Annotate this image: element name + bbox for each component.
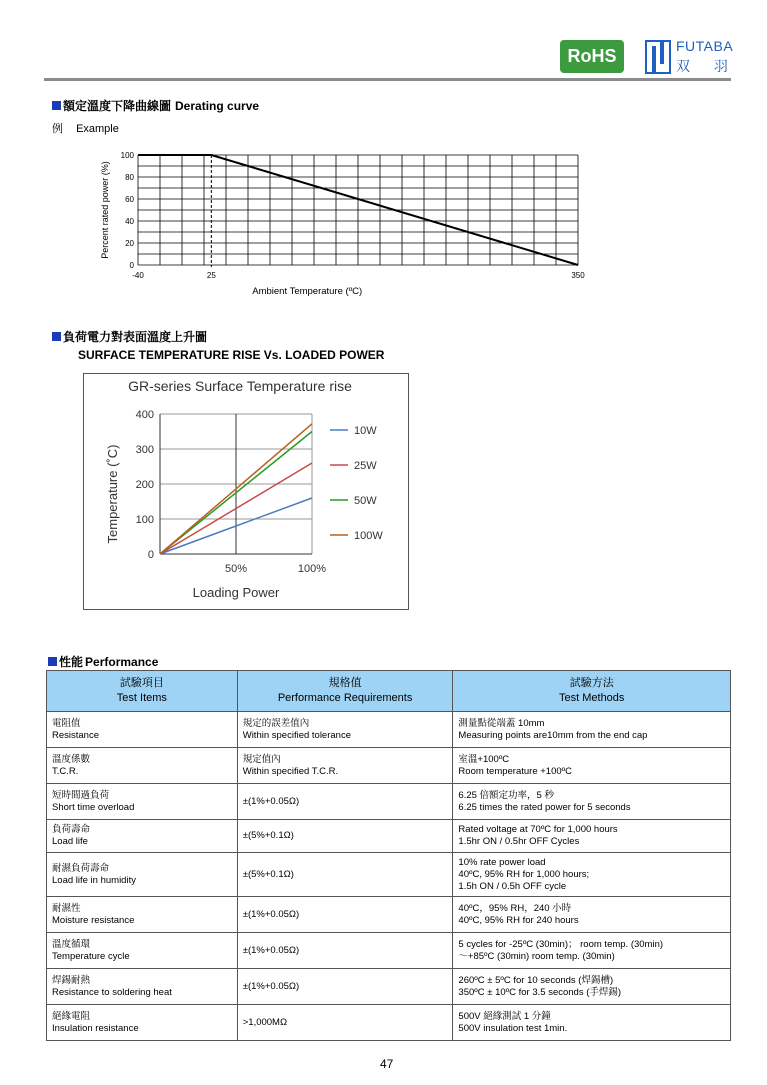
y-tick-label: 300 [135, 444, 154, 456]
test-item-cell: 溫度係數 T.C.R. [47, 748, 238, 784]
x-axis-label: Ambient Temperature (ºC) [252, 286, 363, 297]
test-item-cell: 耐濕負荷壽命 Load life in humidity [47, 853, 238, 897]
example-cn: 例 [52, 123, 63, 135]
test-item-cell: 溫度循環 Temperature cycle [47, 933, 238, 969]
test-method-cell: 室溫+100ºC Room temperature +100ºC [453, 748, 731, 784]
test-method-cell: Rated voltage at 70ºC for 1,000 hours 1.5hr ON / 0.5hr OFF Cycles [453, 820, 731, 853]
table-row [47, 897, 731, 933]
page-number: 47 [380, 1057, 394, 1071]
brand-name-en: FUTABA [676, 38, 734, 54]
bullet-square-icon [52, 332, 61, 341]
surface-chart [84, 374, 406, 607]
x-tick-label: -40 [132, 271, 144, 280]
requirement-cell: ±(1%+0.05Ω) [237, 969, 453, 1005]
table-row [47, 784, 731, 820]
performance-heading [48, 653, 158, 670]
test-item-cell: 電阻值 Resistance [47, 712, 238, 748]
legend-label: 100W [354, 530, 383, 542]
y-tick-label: 0 [129, 261, 134, 270]
legend-label: 10W [354, 425, 377, 437]
y-tick-label: 100 [120, 151, 134, 160]
example-en: Example [76, 123, 119, 135]
derating-heading-cn: 額定溫度下降曲線圖 [63, 99, 172, 113]
table-header-row [47, 671, 731, 712]
y-tick-label: 200 [135, 479, 154, 491]
header-divider [44, 78, 731, 81]
requirement-cell: ±(5%+0.1Ω) [237, 853, 453, 897]
performance-table [46, 670, 731, 1041]
test-method-cell: 260ºC ± 5ºC for 10 seconds (焊錫槽) 350ºC ± 10ºC for 3.5 seconds (手焊錫) [453, 969, 731, 1005]
surface-heading [52, 328, 207, 345]
performance-heading-en: Performance [85, 654, 159, 669]
futaba-logo-icon [645, 40, 671, 74]
brand-name-cn: 双 羽 [676, 58, 738, 74]
y-tick-label: 100 [135, 514, 154, 526]
test-item-cell: 耐濕性 Moisture resistance [47, 897, 238, 933]
performance-heading-cn: 性能 [59, 655, 84, 669]
x-tick-label: 350 [571, 271, 585, 280]
rohs-badge: RoHS [560, 40, 624, 73]
x-tick-label: 100% [297, 563, 327, 575]
y-tick-label: 400 [135, 409, 154, 421]
requirement-cell: ±(5%+0.1Ω) [237, 820, 453, 853]
test-method-cell: 測量點從端蓋 10mm Measuring points are10mm from the end cap [453, 712, 731, 748]
requirement-cell: >1,000MΩ [237, 1005, 453, 1041]
chart-title: GR-series Surface Temperature rise [128, 378, 352, 394]
col-header-requirements: 規格值 Performance Requirements [237, 671, 453, 712]
requirement-cell: ±(1%+0.05Ω) [237, 784, 453, 820]
x-tick-label: 25 [206, 271, 216, 280]
table-row [47, 1005, 731, 1041]
table-row [47, 712, 731, 748]
col-header-test-items: 試驗項目 Test Items [47, 671, 238, 712]
y-tick-label: 0 [147, 549, 154, 561]
bullet-square-icon [52, 101, 61, 110]
test-method-cell: 10% rate power load 40ºC, 95% RH for 1,000 hours; 1.5h ON / 0.5h OFF cycle [453, 853, 731, 897]
y-tick-label: 80 [125, 173, 134, 182]
table-row [47, 969, 731, 1005]
requirement-cell: 規定的誤差值內 Within specified tolerance [237, 712, 453, 748]
y-tick-label: 60 [125, 195, 134, 204]
bullet-square-icon [48, 657, 57, 666]
derating-heading [52, 97, 259, 114]
surface-heading-cn: 負荷電力對表面溫度上升圖 [63, 330, 208, 344]
test-method-cell: 500V 絕緣測試 1 分鐘 500V insulation test 1min. [453, 1005, 731, 1041]
test-item-cell: 絕緣電阻 Insulation resistance [47, 1005, 238, 1041]
y-axis-label: Percent rated power (%) [100, 161, 110, 259]
table-row [47, 933, 731, 969]
requirement-cell: ±(1%+0.05Ω) [237, 897, 453, 933]
table-row [47, 820, 731, 853]
derating-heading-en: Derating curve [175, 98, 260, 113]
test-method-cell: 6.25 倍額定功率，5 秒 6.25 times the rated power for 5 seconds [453, 784, 731, 820]
test-item-cell: 短時間過負荷 Short time overload [47, 784, 238, 820]
test-item-cell: 焊錫耐熱 Resistance to soldering heat [47, 969, 238, 1005]
requirement-cell: ±(1%+0.05Ω) [237, 933, 453, 969]
legend-label: 25W [354, 460, 377, 472]
test-item-cell: 負荷壽命 Load life [47, 820, 238, 853]
y-axis-label: Temperature (˚C) [105, 444, 120, 544]
x-tick-label: 50% [224, 563, 248, 575]
example-label [52, 120, 119, 136]
test-method-cell: 40ºC，95% RH，240 小時 40ºC, 95% RH for 240 hours [453, 897, 731, 933]
y-tick-label: 20 [125, 239, 134, 248]
surface-subheading: SURFACE TEMPERATURE RISE Vs. LOADED POWER [78, 348, 385, 362]
table-row [47, 853, 731, 897]
col-header-test-methods: 試驗方法 Test Methods [453, 671, 731, 712]
requirement-cell: 規定值內 Within specified T.C.R. [237, 748, 453, 784]
y-tick-label: 40 [125, 217, 134, 226]
legend-label: 50W [354, 495, 377, 507]
derating-chart [95, 145, 595, 305]
table-row [47, 748, 731, 784]
test-method-cell: 5 cycles for -25ºC (30min)； room temp. (30min) ～+85ºC (30min) room temp. (30min) [453, 933, 731, 969]
x-axis-label: Loading Power [192, 585, 280, 600]
